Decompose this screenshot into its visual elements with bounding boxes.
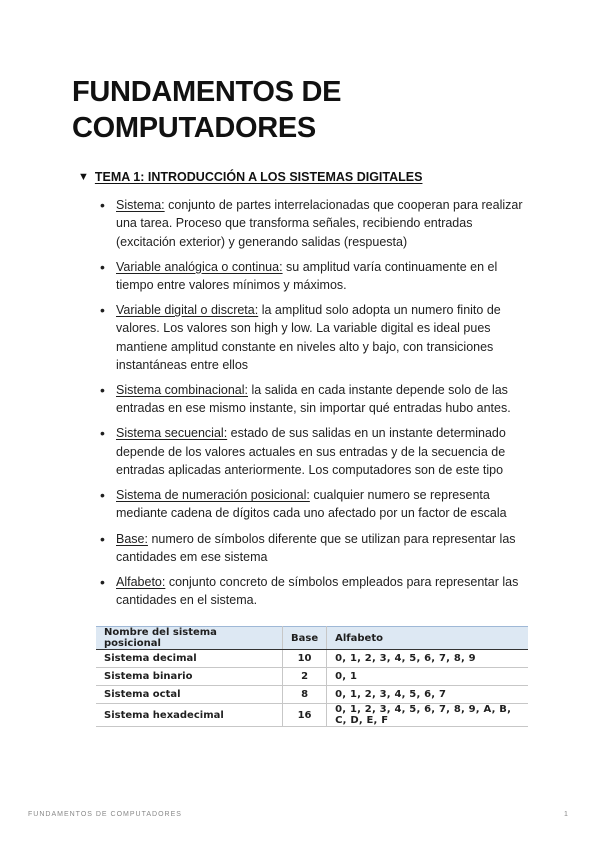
definition-term: Alfabeto: bbox=[116, 574, 166, 589]
cell-alphabet: 0, 1, 2, 3, 4, 5, 6, 7, 8, 9, A, B, C, D, E, F bbox=[327, 704, 528, 727]
definition-text: cualquier numero se representa mediante cadena de dígitos cada uno afectado por un factor de escala bbox=[116, 488, 507, 521]
section-toggle-label: TEMA 1: INTRODUCCIÓN A LOS SISTEMAS DIGITALES bbox=[94, 170, 423, 184]
numeral-systems-table bbox=[96, 626, 528, 727]
cell-base: 10 bbox=[283, 650, 327, 668]
bullet-icon: • bbox=[100, 425, 105, 442]
definition-text: estado de sus salidas en un instante determinado depende de los valores actuales en sus entradas y de la secuencia de entradas aplicadas anteriormente. Los computadores son de este tipo bbox=[116, 426, 506, 478]
header-alphabet: Alfabeto bbox=[327, 627, 528, 650]
definition-term: Sistema: bbox=[116, 198, 165, 212]
cell-system-name: Sistema hexadecimal bbox=[96, 704, 283, 727]
definition-text: la amplitud solo adopta un numero finito de valores. Los valores son high y low. La variable digital es ideal pues mantiene amplitud constante en niveles alto y bajo, con transiciones instantáneas entre ellos bbox=[116, 303, 501, 372]
table-row bbox=[96, 686, 528, 704]
definition-text: su amplitud varía continuamente en el tiempo entre valores mínimos y máximos. bbox=[116, 259, 498, 292]
cell-system-name: Sistema decimal bbox=[96, 650, 283, 668]
definition-term: Sistema combinacional: bbox=[116, 383, 249, 398]
definition-term: Sistema secuencial: bbox=[116, 426, 228, 441]
definition-term: Sistema de numeración posicional: bbox=[116, 488, 310, 503]
footer-page-number: 1 bbox=[564, 811, 568, 818]
definition-term: Base: bbox=[116, 531, 148, 546]
bullet-icon: • bbox=[100, 530, 105, 547]
definition-text: la salida en cada instante depende solo de las entradas en ese mismo instante, sin importar qué entradas hubo antes. bbox=[116, 383, 511, 416]
bullet-icon: • bbox=[100, 302, 105, 319]
bullet-icon: • bbox=[100, 487, 105, 504]
footer-title: FUNDAMENTOS DE COMPUTADORES bbox=[28, 811, 182, 818]
header-system-name: Nombre del sistema posicional bbox=[96, 627, 283, 650]
definition-item bbox=[96, 424, 532, 479]
cell-base: 2 bbox=[283, 668, 327, 686]
definition-item bbox=[96, 381, 532, 418]
table-row bbox=[96, 650, 528, 668]
definition-item bbox=[96, 530, 532, 567]
cell-alphabet: 0, 1, 2, 3, 4, 5, 6, 7 bbox=[327, 686, 528, 704]
toggle-triangle-icon[interactable]: ▼ bbox=[78, 171, 89, 183]
page-title: FUNDAMENTOS DE COMPUTADORES bbox=[72, 76, 342, 144]
header-base: Base bbox=[283, 627, 327, 650]
definition-text: conjunto de partes interrelacionadas que cooperan para realizar una tarea. Proceso que transforma señales, recibiendo entradas (excitación exterior) y generando salidas (respuesta) bbox=[116, 198, 523, 249]
definition-term: Variable analógica o continua: bbox=[116, 259, 283, 274]
definition-text: conjunto concreto de símbolos empleados para representar las cantidades en el sistema. bbox=[116, 574, 519, 608]
cell-base: 16 bbox=[283, 704, 327, 727]
table-header-row bbox=[96, 627, 528, 650]
table-row bbox=[96, 704, 528, 727]
definition-item bbox=[96, 196, 532, 251]
table-row bbox=[96, 668, 528, 686]
definition-item bbox=[96, 573, 532, 610]
definition-item bbox=[96, 301, 532, 374]
cell-base: 8 bbox=[283, 686, 327, 704]
cell-alphabet: 0, 1 bbox=[327, 668, 528, 686]
bullet-icon: • bbox=[100, 258, 105, 275]
section-toggle[interactable] bbox=[78, 170, 422, 184]
bullet-icon: • bbox=[100, 573, 105, 590]
cell-system-name: Sistema octal bbox=[96, 686, 283, 704]
definition-text: numero de símbolos diferente que se utilizan para representar las cantidades em ese sistema bbox=[116, 531, 516, 564]
cell-system-name: Sistema binario bbox=[96, 668, 283, 686]
bullet-icon: • bbox=[100, 197, 105, 213]
cell-alphabet: 0, 1, 2, 3, 4, 5, 6, 7, 8, 9 bbox=[327, 650, 528, 668]
definition-item bbox=[96, 486, 532, 523]
bullet-icon: • bbox=[100, 382, 105, 399]
definition-item bbox=[96, 258, 532, 295]
definition-term: Variable digital o discreta: bbox=[116, 303, 259, 318]
definitions-list bbox=[96, 196, 532, 616]
